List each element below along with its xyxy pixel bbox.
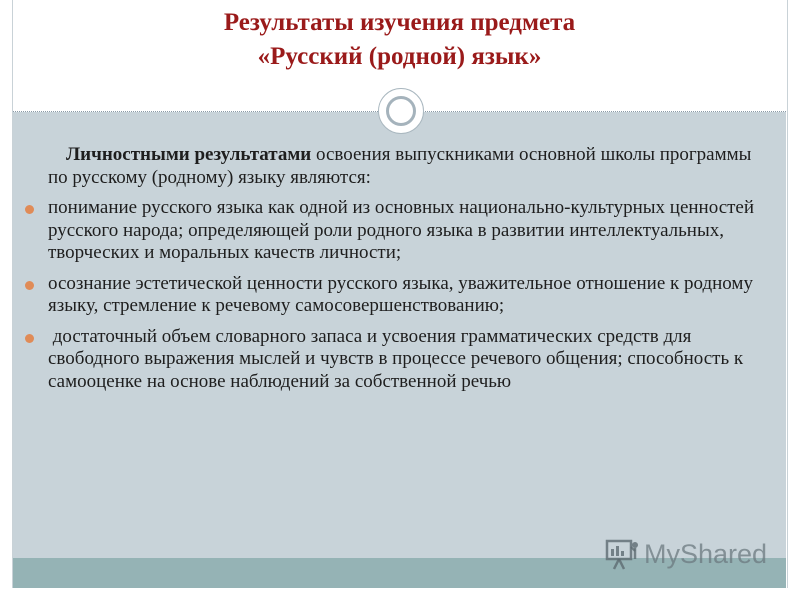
watermark [604,536,767,572]
intro-rest: освоения выпускниками основной школы программы по русскому (родному) языку являются: [48,144,752,188]
slide-body [48,144,773,401]
presentation-board-icon [604,537,640,571]
intro-paragraph [48,144,773,189]
divider-circle-icon [378,88,424,134]
bullet-dot-icon [25,205,34,214]
bullet-text: достаточный объем словарного запаса и усвоения грамматических средств для свободного выражения мыслей и чувств в процессе речевого общения; способность к самооценке на основе наблюдений за собственной речью [48,325,748,392]
slide-title-line-1: Результаты изучения предмета [223,9,576,36]
divider-circle-inner [386,96,416,126]
bullet-list [48,197,773,393]
intro-bold: Личностными результатами [66,144,312,165]
list-item [48,326,773,394]
bullet-dot-icon [25,281,34,290]
bullet-text: понимание русского языка как одной из основных национально-культурных ценностей русского народа; определяющей роли родного языка в развитии интеллектуальных, творческих и моральных качеств личности; [48,197,755,263]
slide-title [13,6,786,74]
bullet-text: осознание эстетической ценности русского языка, уважительное отношение к родному языку, стремление к речевому самосовершенствованию; [48,272,753,316]
list-item [48,273,773,318]
list-item [48,197,773,265]
bullet-dot-icon [25,334,34,343]
watermark-text: MyShared [644,538,768,569]
slide-title-line-2: «Русский (родной) язык» [257,43,542,70]
